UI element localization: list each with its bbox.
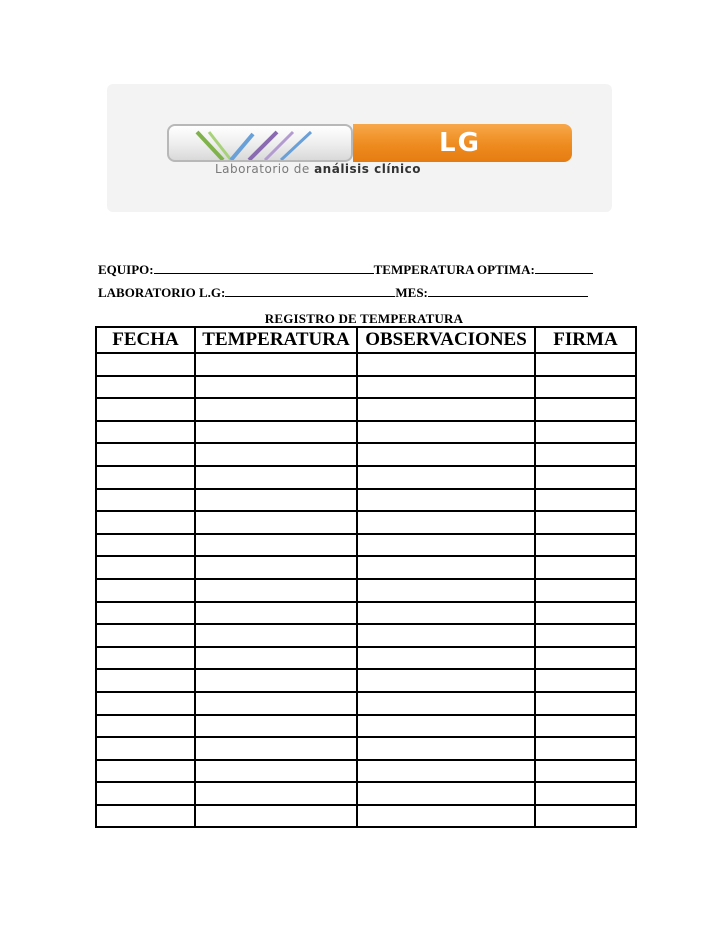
table-body	[96, 353, 636, 827]
table-row	[96, 579, 636, 602]
fecha-cell[interactable]	[96, 760, 195, 783]
logo-caption	[215, 162, 421, 176]
firma-cell[interactable]	[535, 692, 636, 715]
firma-cell[interactable]	[535, 443, 636, 466]
observaciones-cell[interactable]	[357, 647, 535, 670]
temperatura-cell[interactable]	[195, 511, 357, 534]
firma-cell[interactable]	[535, 737, 636, 760]
table-row	[96, 421, 636, 444]
temperatura-optima-field[interactable]	[535, 261, 593, 274]
observaciones-cell[interactable]	[357, 782, 535, 805]
temperatura-cell[interactable]	[195, 443, 357, 466]
firma-cell[interactable]	[535, 602, 636, 625]
logo-left-panel	[167, 124, 353, 162]
header-firma: FIRMA	[535, 327, 636, 353]
firma-cell[interactable]	[535, 421, 636, 444]
fecha-cell[interactable]	[96, 511, 195, 534]
fecha-cell[interactable]	[96, 421, 195, 444]
firma-cell[interactable]	[535, 489, 636, 512]
table-row	[96, 647, 636, 670]
temperatura-cell[interactable]	[195, 647, 357, 670]
firma-cell[interactable]	[535, 647, 636, 670]
temperatura-cell[interactable]	[195, 489, 357, 512]
fecha-cell[interactable]	[96, 579, 195, 602]
firma-cell[interactable]	[535, 760, 636, 783]
fecha-cell[interactable]	[96, 624, 195, 647]
table-row	[96, 805, 636, 828]
fecha-cell[interactable]	[96, 692, 195, 715]
fecha-cell[interactable]	[96, 602, 195, 625]
mes-label: MES:	[395, 285, 428, 300]
firma-cell[interactable]	[535, 624, 636, 647]
firma-cell[interactable]	[535, 782, 636, 805]
fecha-cell[interactable]	[96, 398, 195, 421]
table-row	[96, 443, 636, 466]
mes-field[interactable]	[428, 284, 588, 297]
temperatura-cell[interactable]	[195, 353, 357, 376]
table-row	[96, 556, 636, 579]
observaciones-cell[interactable]	[357, 737, 535, 760]
table-row	[96, 466, 636, 489]
temperatura-optima-label: TEMPERATURA OPTIMA:	[373, 262, 535, 277]
equipo-field[interactable]	[154, 261, 374, 274]
table-row	[96, 398, 636, 421]
temperatura-cell[interactable]	[195, 534, 357, 557]
temperatura-cell[interactable]	[195, 421, 357, 444]
table-row	[96, 511, 636, 534]
observaciones-cell[interactable]	[357, 398, 535, 421]
fecha-cell[interactable]	[96, 353, 195, 376]
table-row	[96, 376, 636, 399]
temperatura-cell[interactable]	[195, 782, 357, 805]
temperatura-cell[interactable]	[195, 398, 357, 421]
equipo-label: EQUIPO:	[98, 262, 154, 277]
temperatura-cell[interactable]	[195, 466, 357, 489]
temperatura-cell[interactable]	[195, 376, 357, 399]
firma-cell[interactable]	[535, 579, 636, 602]
table-header-row	[96, 327, 636, 353]
observaciones-cell[interactable]	[357, 511, 535, 534]
fecha-cell[interactable]	[96, 489, 195, 512]
table-row	[96, 624, 636, 647]
firma-cell[interactable]	[535, 715, 636, 738]
observaciones-cell[interactable]	[357, 692, 535, 715]
logo-caption-plain: Laboratorio de	[215, 162, 315, 176]
observaciones-cell[interactable]	[357, 556, 535, 579]
temperatura-cell[interactable]	[195, 715, 357, 738]
fecha-cell[interactable]	[96, 805, 195, 828]
observaciones-cell[interactable]	[357, 376, 535, 399]
observaciones-cell[interactable]	[357, 353, 535, 376]
observaciones-cell[interactable]	[357, 602, 535, 625]
firma-cell[interactable]	[535, 353, 636, 376]
observaciones-cell[interactable]	[357, 805, 535, 828]
temperatura-cell[interactable]	[195, 579, 357, 602]
table-row	[96, 760, 636, 783]
firma-cell[interactable]	[535, 534, 636, 557]
fecha-cell[interactable]	[96, 466, 195, 489]
table-row	[96, 353, 636, 376]
table-row	[96, 782, 636, 805]
fecha-cell[interactable]	[96, 534, 195, 557]
fecha-cell[interactable]	[96, 782, 195, 805]
table-title: REGISTRO DE TEMPERATURA	[264, 311, 464, 326]
firma-cell[interactable]	[535, 669, 636, 692]
firma-cell[interactable]	[535, 805, 636, 828]
lab-logo	[167, 124, 572, 176]
logo-right-panel	[353, 124, 572, 162]
temperature-log-table	[95, 326, 637, 828]
header-temperatura: TEMPERATURA	[195, 327, 357, 353]
temperatura-cell[interactable]	[195, 624, 357, 647]
fecha-cell[interactable]	[96, 737, 195, 760]
header-line-1	[98, 261, 593, 278]
observaciones-cell[interactable]	[357, 669, 535, 692]
temperatura-cell[interactable]	[195, 692, 357, 715]
table-row	[96, 737, 636, 760]
header-fecha: FECHA	[96, 327, 195, 353]
header-observaciones: OBSERVACIONES	[357, 327, 535, 353]
temperatura-cell[interactable]	[195, 737, 357, 760]
test-tubes-icon	[169, 126, 353, 162]
observaciones-cell[interactable]	[357, 489, 535, 512]
temperatura-cell[interactable]	[195, 669, 357, 692]
laboratorio-field[interactable]	[225, 284, 395, 297]
logo-brand-text: LG	[439, 128, 481, 158]
table-row	[96, 669, 636, 692]
fecha-cell[interactable]	[96, 647, 195, 670]
table-row	[96, 692, 636, 715]
observaciones-cell[interactable]	[357, 760, 535, 783]
firma-cell[interactable]	[535, 398, 636, 421]
laboratorio-label: LABORATORIO L.G:	[98, 285, 226, 300]
table-row	[96, 534, 636, 557]
firma-cell[interactable]	[535, 376, 636, 399]
header-line-2	[98, 284, 588, 301]
table-row	[96, 602, 636, 625]
observaciones-cell[interactable]	[357, 466, 535, 489]
observaciones-cell[interactable]	[357, 421, 535, 444]
fecha-cell[interactable]	[96, 376, 195, 399]
logo-banner	[107, 84, 612, 212]
fecha-cell[interactable]	[96, 715, 195, 738]
observaciones-cell[interactable]	[357, 443, 535, 466]
observaciones-cell[interactable]	[357, 534, 535, 557]
temperatura-cell[interactable]	[195, 556, 357, 579]
table-row	[96, 489, 636, 512]
fecha-cell[interactable]	[96, 669, 195, 692]
temperatura-cell[interactable]	[195, 602, 357, 625]
temperatura-cell[interactable]	[195, 805, 357, 828]
temperatura-cell[interactable]	[195, 760, 357, 783]
fecha-cell[interactable]	[96, 443, 195, 466]
logo-caption-bold: análisis clínico	[314, 162, 421, 176]
observaciones-cell[interactable]	[357, 624, 535, 647]
fecha-cell[interactable]	[96, 556, 195, 579]
observaciones-cell[interactable]	[357, 715, 535, 738]
firma-cell[interactable]	[535, 511, 636, 534]
firma-cell[interactable]	[535, 556, 636, 579]
table-row	[96, 715, 636, 738]
firma-cell[interactable]	[535, 466, 636, 489]
observaciones-cell[interactable]	[357, 579, 535, 602]
